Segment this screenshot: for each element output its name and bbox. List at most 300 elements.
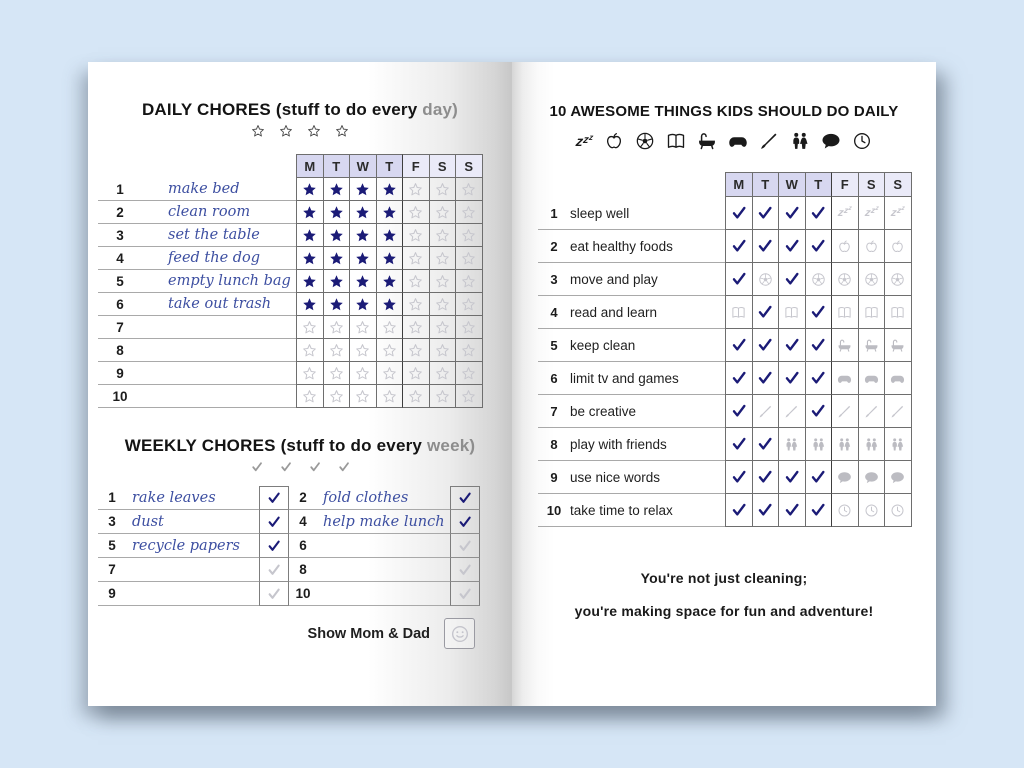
awesome-task-label: read and learn [570, 296, 725, 329]
day-cell [752, 296, 779, 329]
day-cell [752, 494, 779, 527]
star_open-icon [408, 182, 423, 197]
star-cell [296, 270, 323, 293]
daily-row-number: 9 [98, 362, 142, 385]
star-cell [402, 224, 429, 247]
weekly-row [98, 534, 480, 558]
star-cell [349, 316, 376, 339]
daily-task-text: feed the dog [168, 250, 261, 266]
star_open-icon [435, 320, 450, 335]
weekly-title-accent: week) [427, 436, 476, 455]
weekly-check-cell [259, 558, 289, 582]
day-cell [752, 230, 779, 263]
friends-icon [890, 437, 905, 452]
awesome-row-number: 4 [538, 296, 570, 329]
bathtub-icon [837, 338, 852, 353]
weekly-task-text: fold clothes [323, 489, 409, 506]
star-cell [455, 339, 483, 362]
decoration-star-icon [335, 124, 349, 138]
day-cell [752, 362, 779, 395]
day-cell [778, 494, 805, 527]
daily-task-text: set the table [168, 227, 260, 243]
star_open-icon [408, 389, 423, 404]
check-icon [810, 502, 826, 518]
weekly-task-text: dust [132, 513, 164, 530]
star_fill-icon [329, 228, 344, 243]
day-cell [725, 395, 752, 428]
awesome-task-label: take time to relax [570, 494, 725, 527]
check-icon [757, 436, 773, 452]
awesome-row-number: 3 [538, 263, 570, 296]
day-cell [858, 329, 885, 362]
daily-title-accent: day) [422, 100, 459, 119]
star_fill-icon [329, 274, 344, 289]
speech-icon [864, 470, 879, 485]
star_fill-icon [329, 251, 344, 266]
paintbrush-icon [759, 131, 779, 151]
star_open-icon [302, 366, 317, 381]
day-cell [858, 494, 885, 527]
check-icon [458, 539, 472, 553]
decoration-check-icon [251, 461, 263, 473]
gamepad-icon [728, 131, 748, 151]
star-cell [349, 178, 376, 201]
star_open-icon [355, 389, 370, 404]
star_open-icon [461, 297, 476, 312]
daily-task-label [142, 385, 296, 408]
footer-line-2: you're making space for fun and adventure! [574, 603, 874, 619]
star_open-icon [408, 320, 423, 335]
star_open-icon [382, 389, 397, 404]
check-icon [267, 539, 281, 553]
star_open-icon [408, 228, 423, 243]
star-cell [402, 385, 429, 408]
star-cell [402, 339, 429, 362]
star-cell [429, 316, 456, 339]
day-cell [884, 197, 912, 230]
star_fill-icon [355, 182, 370, 197]
check-icon [731, 238, 747, 254]
star-cell [376, 201, 403, 224]
paintbrush-icon [864, 404, 879, 419]
soccer-icon [890, 272, 905, 287]
star-cell [402, 247, 429, 270]
star_open-icon [382, 343, 397, 358]
weekly-item-number: 8 [289, 558, 317, 582]
day-cell [805, 395, 832, 428]
day-cell [725, 329, 752, 362]
day-cell [725, 230, 752, 263]
star-cell [455, 224, 483, 247]
show-mom-dad-row [308, 618, 475, 649]
soccer-icon [864, 272, 879, 287]
paintbrush-icon [784, 404, 799, 419]
daily-row [98, 178, 483, 201]
check-icon [810, 469, 826, 485]
star_fill-icon [382, 182, 397, 197]
day-header-cell: W [778, 172, 805, 197]
check-icon [731, 469, 747, 485]
star_fill-icon [355, 274, 370, 289]
day-cell [752, 197, 779, 230]
decoration-check-icon [309, 461, 321, 473]
star_fill-icon [302, 297, 317, 312]
daily-chores-table [98, 154, 483, 408]
star-cell [455, 316, 483, 339]
day-cell [805, 230, 832, 263]
check-icon [757, 370, 773, 386]
star_fill-icon [302, 274, 317, 289]
star_open-icon [461, 205, 476, 220]
star_fill-icon [382, 274, 397, 289]
motivation-footer [512, 570, 936, 636]
awesome-row [538, 461, 912, 494]
star-cell [455, 178, 483, 201]
star-cell [296, 178, 323, 201]
star-cell [455, 270, 483, 293]
day-header-cell: S [884, 172, 912, 197]
day-cell [752, 263, 779, 296]
weekly-task-label [317, 486, 450, 510]
star-cell [349, 201, 376, 224]
weekly-item-number: 3 [98, 510, 126, 534]
paintbrush-icon [758, 404, 773, 419]
day-header-cell: T [376, 154, 403, 178]
awesome-things-title: 10 AWESOME THINGS KIDS SHOULD DO DAILY [549, 103, 899, 120]
check-icon [731, 205, 747, 221]
weekly-check-cell [259, 486, 289, 510]
star_open-icon [435, 182, 450, 197]
day-cell [805, 263, 832, 296]
star-cell [323, 224, 350, 247]
clock-icon [864, 503, 879, 518]
awesome-row [538, 494, 912, 527]
star-cell [376, 339, 403, 362]
footer-line-1: You're not just cleaning; [640, 570, 808, 586]
speech-icon [837, 470, 852, 485]
soccer-icon [837, 272, 852, 287]
book-icon [731, 305, 746, 320]
star_fill-icon [302, 228, 317, 243]
star-cell [455, 362, 483, 385]
star-cell [376, 178, 403, 201]
bathtub-icon [697, 131, 717, 151]
check-icon [731, 370, 747, 386]
weekly-chores-table [98, 486, 480, 606]
zzz-icon: zzz [837, 204, 853, 219]
day-header-cell: F [402, 154, 429, 178]
day-cell [752, 395, 779, 428]
decoration-star-icon [279, 124, 293, 138]
speech-icon [890, 470, 905, 485]
star_open-icon [329, 343, 344, 358]
awesome-things-table [538, 172, 912, 527]
star-cell [296, 385, 323, 408]
check-icon [267, 491, 281, 505]
day-cell [778, 461, 805, 494]
weekly-task-label [126, 558, 259, 582]
star-cell [429, 178, 456, 201]
check-icon [731, 403, 747, 419]
awesome-task-label: be creative [570, 395, 725, 428]
star-cell [455, 201, 483, 224]
day-cell [831, 494, 858, 527]
day-cell [858, 296, 885, 329]
star-cell [349, 247, 376, 270]
zzz-icon: zzz [863, 204, 879, 219]
weekly-item-number: 10 [289, 582, 317, 606]
star_fill-icon [355, 251, 370, 266]
day-cell [805, 362, 832, 395]
clock-icon [837, 503, 852, 518]
smiley-checkbox [444, 618, 475, 649]
day-cell [725, 263, 752, 296]
awesome-row-number: 5 [538, 329, 570, 362]
day-cell [778, 428, 805, 461]
star-cell [376, 270, 403, 293]
day-cell [858, 428, 885, 461]
day-cell [831, 362, 858, 395]
weekly-task-label [126, 510, 259, 534]
star_fill-icon [355, 205, 370, 220]
planner-book-spread [88, 62, 936, 706]
star_open-icon [461, 251, 476, 266]
star_open-icon [435, 274, 450, 289]
weekly-title-main: WEEKLY CHORES (stuff to do every [124, 436, 427, 455]
daily-row [98, 201, 483, 224]
day-cell [805, 461, 832, 494]
star-cell [376, 224, 403, 247]
day-cell [831, 230, 858, 263]
star-cell [349, 293, 376, 316]
day-header-cell: F [831, 172, 858, 197]
daily-task-text: empty lunch bag [168, 273, 291, 289]
day-cell [778, 362, 805, 395]
weekly-check-cell [450, 582, 480, 606]
daily-task-text: clean room [168, 204, 251, 220]
star-cell [402, 178, 429, 201]
daily-task-label [142, 178, 296, 201]
awesome-row [538, 263, 912, 296]
day-cell [884, 362, 912, 395]
day-cell [884, 428, 912, 461]
weekly-item-number: 2 [289, 486, 317, 510]
weekly-task-text: recycle papers [132, 537, 240, 554]
weekly-task-label [317, 510, 450, 534]
day-cell [858, 197, 885, 230]
star-cell [296, 362, 323, 385]
star_open-icon [435, 389, 450, 404]
star_open-icon [461, 274, 476, 289]
bathtub-icon [890, 338, 905, 353]
day-cell [725, 428, 752, 461]
awesome-row [538, 329, 912, 362]
star-cell [323, 178, 350, 201]
day-cell [858, 461, 885, 494]
day-header-cell: W [349, 154, 376, 178]
book-icon [864, 305, 879, 320]
day-cell [805, 329, 832, 362]
check-icon [784, 271, 800, 287]
star-cell [376, 247, 403, 270]
star_open-icon [435, 343, 450, 358]
day-header-cell: T [805, 172, 832, 197]
star-cell [402, 201, 429, 224]
awesome-row [538, 230, 912, 263]
star-cell [429, 362, 456, 385]
star_open-icon [435, 228, 450, 243]
weekly-row [98, 558, 480, 582]
weekly-check-cell [259, 582, 289, 606]
day-cell [778, 395, 805, 428]
day-cell [858, 230, 885, 263]
awesome-row-number: 6 [538, 362, 570, 395]
star-cell [429, 247, 456, 270]
check-icon [810, 337, 826, 353]
weekly-task-label [126, 582, 259, 606]
day-cell [752, 428, 779, 461]
awesome-row-number: 9 [538, 461, 570, 494]
day-cell [831, 263, 858, 296]
star_open-icon [408, 343, 423, 358]
star_open-icon [408, 251, 423, 266]
awesome-row [538, 428, 912, 461]
speech-icon [821, 131, 841, 151]
awesome-row-number: 10 [538, 494, 570, 527]
star-cell [349, 339, 376, 362]
weekly-task-label [317, 534, 450, 558]
weekly-row [98, 582, 480, 606]
day-header-cell: M [296, 154, 323, 178]
check-icon [267, 587, 281, 601]
day-cell [725, 296, 752, 329]
day-cell [805, 428, 832, 461]
star-cell [402, 362, 429, 385]
star-cell [429, 293, 456, 316]
daily-task-label [142, 247, 296, 270]
star_fill-icon [382, 205, 397, 220]
star-cell [323, 270, 350, 293]
daily-row-number: 2 [98, 201, 142, 224]
star-cell [429, 270, 456, 293]
star_fill-icon [329, 182, 344, 197]
day-cell [725, 461, 752, 494]
day-cell [884, 395, 912, 428]
weekly-check-cell [450, 534, 480, 558]
daily-decoration-stars [88, 124, 512, 138]
check-icon [784, 205, 800, 221]
star_fill-icon [329, 297, 344, 312]
day-cell [805, 197, 832, 230]
day-cell [831, 197, 858, 230]
star-cell [376, 385, 403, 408]
friends-icon [864, 437, 879, 452]
awesome-row-number: 1 [538, 197, 570, 230]
awesome-task-label: use nice words [570, 461, 725, 494]
weekly-task-text: help make lunch [323, 513, 445, 530]
star-cell [376, 316, 403, 339]
weekly-item-number: 1 [98, 486, 126, 510]
check-icon [784, 370, 800, 386]
star-cell [349, 270, 376, 293]
day-cell [778, 230, 805, 263]
star-cell [323, 362, 350, 385]
day-cell [831, 395, 858, 428]
star_open-icon [461, 228, 476, 243]
daily-task-label [142, 316, 296, 339]
day-cell [725, 197, 752, 230]
day-cell [725, 494, 752, 527]
gamepad-icon [890, 371, 905, 386]
right-page [512, 62, 936, 706]
day-cell [778, 197, 805, 230]
awesome-row [538, 197, 912, 230]
awesome-row [538, 395, 912, 428]
star-cell [323, 247, 350, 270]
star-cell [323, 201, 350, 224]
check-icon [458, 563, 472, 577]
check-icon [757, 205, 773, 221]
apple-icon [837, 239, 852, 254]
daily-task-label [142, 362, 296, 385]
daily-row-number: 3 [98, 224, 142, 247]
star_open-icon [435, 366, 450, 381]
day-cell [831, 428, 858, 461]
weekly-item-number: 7 [98, 558, 126, 582]
check-icon [731, 502, 747, 518]
paintbrush-icon [890, 404, 905, 419]
awesome-header-row [538, 172, 912, 197]
day-cell [778, 329, 805, 362]
book-icon [890, 305, 905, 320]
awesome-task-label: sleep well [570, 197, 725, 230]
check-icon [810, 238, 826, 254]
star-cell [323, 316, 350, 339]
check-icon [731, 271, 747, 287]
star-cell [323, 385, 350, 408]
decoration-check-icon [338, 461, 350, 473]
star_open-icon [461, 182, 476, 197]
day-cell [884, 494, 912, 527]
friends-icon [784, 437, 799, 452]
star-cell [429, 201, 456, 224]
friends-icon [837, 437, 852, 452]
daily-row-number: 7 [98, 316, 142, 339]
star-cell [455, 247, 483, 270]
check-icon [810, 205, 826, 221]
check-icon [458, 515, 472, 529]
star_fill-icon [355, 297, 370, 312]
check-icon [731, 337, 747, 353]
daily-task-text: make bed [168, 181, 240, 197]
star-cell [402, 316, 429, 339]
daily-row-number: 8 [98, 339, 142, 362]
star-cell [376, 362, 403, 385]
check-icon [267, 563, 281, 577]
activity-icon-strip [512, 131, 936, 151]
day-header-cell: T [752, 172, 779, 197]
star-cell [323, 339, 350, 362]
star_open-icon [382, 366, 397, 381]
day-cell [778, 296, 805, 329]
daily-row [98, 270, 483, 293]
weekly-decoration-checks [88, 461, 512, 473]
day-header-cell: S [455, 154, 483, 178]
day-header-cell: M [725, 172, 752, 197]
weekly-check-cell [450, 558, 480, 582]
star_fill-icon [302, 251, 317, 266]
day-cell [884, 230, 912, 263]
